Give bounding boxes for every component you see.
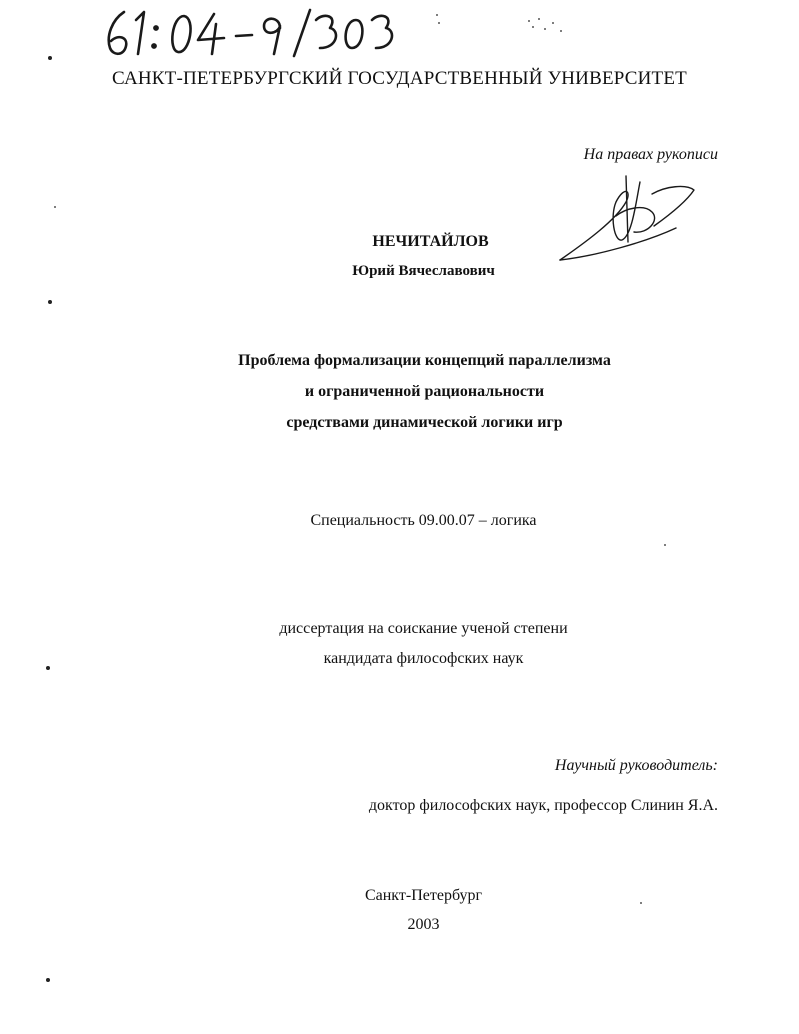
supervisor-name: доктор философских наук, профессор Слинин Я.А. <box>368 797 718 814</box>
faint-stamp-marks <box>428 8 578 38</box>
scan-artifact-dot <box>48 300 52 304</box>
supervisor-label: Научный руководитель: <box>554 757 718 774</box>
scan-artifact-dot <box>48 56 52 60</box>
manuscript-rights-note: На правах рукописи <box>583 146 718 163</box>
scan-artifact-dot <box>46 666 50 670</box>
scan-artifact-speck <box>54 206 56 208</box>
city: Санкт-Петербург <box>364 887 483 904</box>
dissertation-title-line: Проблема формализации концепций параллелизма <box>238 352 611 369</box>
university-name: САНКТ-ПЕТЕРБУРГСКИЙ ГОСУДАРСТВЕННЫЙ УНИВЕРСИТЕТ <box>112 68 687 89</box>
handwritten-archive-code <box>98 6 398 62</box>
scan-artifact-dot <box>46 978 50 982</box>
degree-description-line: диссертация на соискание ученой степени <box>279 620 568 637</box>
author-given-names: Юрий Вячеславович <box>352 263 495 279</box>
scan-artifact-speck <box>640 902 642 904</box>
dissertation-title-line: средствами динамической логики игр <box>286 414 563 431</box>
specialty: Специальность 09.00.07 – логика <box>310 512 537 529</box>
year: 2003 <box>407 916 440 933</box>
author-surname: НЕЧИТАЙЛОВ <box>372 233 489 250</box>
dissertation-title-line: и ограниченной рациональности <box>304 383 545 400</box>
scan-artifact-speck <box>664 544 666 546</box>
handwritten-signature <box>556 172 701 267</box>
degree-description-line: кандидата философских наук <box>323 650 524 667</box>
